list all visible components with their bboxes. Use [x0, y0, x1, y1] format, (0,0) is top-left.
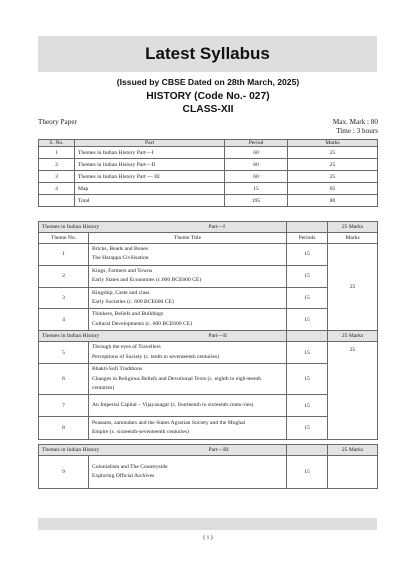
total-row	[39, 195, 378, 207]
subject-heading: HISTORY (Code No.- 027)	[146, 91, 270, 102]
theme-subtitle: Early States and Economies (c.600 BCE600 CE)	[92, 277, 202, 284]
theme-periods: 15	[287, 265, 328, 287]
marks-cell: 25	[288, 147, 378, 159]
total-period: 195	[225, 195, 288, 207]
section-header-part-1	[39, 222, 378, 233]
exam-time: Time : 3 hours	[336, 127, 378, 135]
part-cell: Themes in Indian History Part—I	[75, 147, 225, 159]
theme-title: Kingship, Caste and class	[92, 289, 150, 296]
table-row	[39, 309, 378, 331]
theme-number: 2	[39, 265, 89, 287]
theme-subtitle: Early Societies (c. 600 BCE600 CE)	[92, 299, 174, 306]
theme-title: Bhakti-Sufi Traditions	[92, 366, 143, 373]
theme-periods: 15	[287, 244, 328, 266]
table-row	[39, 147, 378, 159]
theme-number: 6	[39, 364, 89, 395]
theme-number: 7	[39, 395, 89, 417]
column-header-row	[39, 233, 378, 244]
part-cell: Map	[75, 183, 225, 195]
section-part: Part—III	[208, 447, 229, 454]
theme-subtitle: Exploring Official Archives	[92, 473, 155, 480]
total-label: Total	[75, 195, 225, 207]
column-header: Marks	[328, 233, 378, 244]
sno-cell: 3	[39, 171, 75, 183]
table-row	[39, 287, 378, 309]
theme-subtitle: Changes in Religious Beliefs and Devotional Texts (c. eighth to eigh-teenth centuries)	[92, 375, 261, 392]
column-header: Periods	[287, 233, 328, 244]
table-row	[39, 456, 378, 489]
theme-periods: 15	[287, 417, 328, 440]
period-cell: 60	[225, 171, 288, 183]
section-heading: Themes in Indian History	[42, 333, 100, 340]
column-header: Theme Title	[89, 233, 287, 244]
column-header: Marks	[288, 140, 378, 147]
table-row	[39, 342, 378, 364]
table-row	[39, 183, 378, 195]
section-marks: 25 Marks	[328, 445, 378, 456]
table-row	[39, 417, 378, 440]
class-heading: CLASS-XII	[182, 104, 234, 115]
table-row	[39, 265, 378, 287]
theme-periods: 15	[287, 395, 328, 417]
section-header-part-3	[39, 445, 378, 456]
table-row	[39, 244, 378, 266]
section-heading: Themes in Indian History	[42, 224, 100, 230]
table-row	[39, 159, 378, 171]
theme-title: Bricks, Beads and Bones	[92, 246, 148, 252]
max-mark: Max. Mark : 80	[332, 118, 378, 126]
theme-subtitle: Empire (c. sixteenth-seventeenth centuries)	[92, 429, 189, 436]
theme-periods: 15	[287, 456, 328, 489]
table-row	[39, 171, 378, 183]
table-row	[39, 395, 378, 417]
theme-subtitle: The Harappa Civilisation	[92, 255, 149, 262]
section-heading: Themes in Indian History	[42, 447, 100, 454]
page-number: ( i )	[203, 534, 213, 541]
section-marks: 25 Marks	[328, 222, 378, 233]
theme-number: 8	[39, 417, 89, 440]
title-banner	[38, 36, 377, 72]
theme-periods: 15	[287, 364, 328, 395]
period-cell: 15	[225, 183, 288, 195]
theme-title: Peasants, zamindars and the States Agrarian Society and the Mughal	[92, 420, 246, 427]
marks-cell: 25	[288, 159, 378, 171]
theme-title: Through the eyes of Travellers	[92, 344, 161, 351]
section-marks: 25 Marks	[328, 331, 378, 342]
theme-number: 9	[39, 456, 89, 489]
themes-table	[38, 221, 378, 489]
summary-header-row	[39, 140, 378, 147]
theme-title: Colonialism and The Countryside	[92, 464, 168, 471]
period-cell: 60	[225, 147, 288, 159]
part-cell: Themes in Indian History Part — III	[75, 171, 225, 183]
column-header: S. No.	[39, 140, 75, 147]
group-marks: 25	[328, 244, 378, 331]
theme-title: Kings, Farmers and Towns	[92, 267, 153, 274]
theme-number: 1	[39, 244, 89, 266]
theme-number: 4	[39, 309, 89, 331]
column-header: Period	[225, 140, 288, 147]
table-row	[39, 364, 378, 395]
theme-subtitle: Perceptions of Society (c. tenth to seventeenth centuries)	[92, 353, 220, 360]
page-title: Latest Syllabus	[145, 44, 270, 63]
sno-cell: 2	[39, 159, 75, 171]
sno-cell: 4	[39, 183, 75, 195]
total-marks: 80	[288, 195, 378, 207]
period-cell: 60	[225, 159, 288, 171]
column-header: Part	[75, 140, 225, 147]
theme-subtitle: Cultural Developments (c. 600 BCE600 CE)	[92, 320, 193, 327]
theme-title: Thinkers, Beliefs and Buildings	[92, 311, 164, 318]
section-part: Part—II	[208, 333, 227, 340]
summary-table	[38, 139, 378, 207]
sno-cell: 1	[39, 147, 75, 159]
theme-periods: 15	[287, 309, 328, 331]
paper-type: Theory Paper	[38, 118, 77, 126]
marks-cell: 25	[288, 171, 378, 183]
marks-cell: 05	[288, 183, 378, 195]
section-header-part-2	[39, 331, 378, 342]
column-header: Theme No.	[39, 233, 89, 244]
part-cell: Themes in Indian History Part—II	[75, 159, 225, 171]
footer-bar	[38, 518, 377, 530]
group-marks: 25	[328, 342, 378, 440]
section-part: Part—I	[208, 224, 225, 230]
theme-periods: 15	[287, 342, 328, 364]
issued-note: (Issued by CBSE Dated on 28th March, 2025)	[116, 77, 300, 87]
theme-periods: 15	[287, 287, 328, 309]
theme-title: An Imperial Capital – Vijayanagar (c. fourteenth to sixteenth centu-ries)	[92, 402, 254, 409]
theme-number: 3	[39, 287, 89, 309]
theme-number: 5	[39, 342, 89, 364]
